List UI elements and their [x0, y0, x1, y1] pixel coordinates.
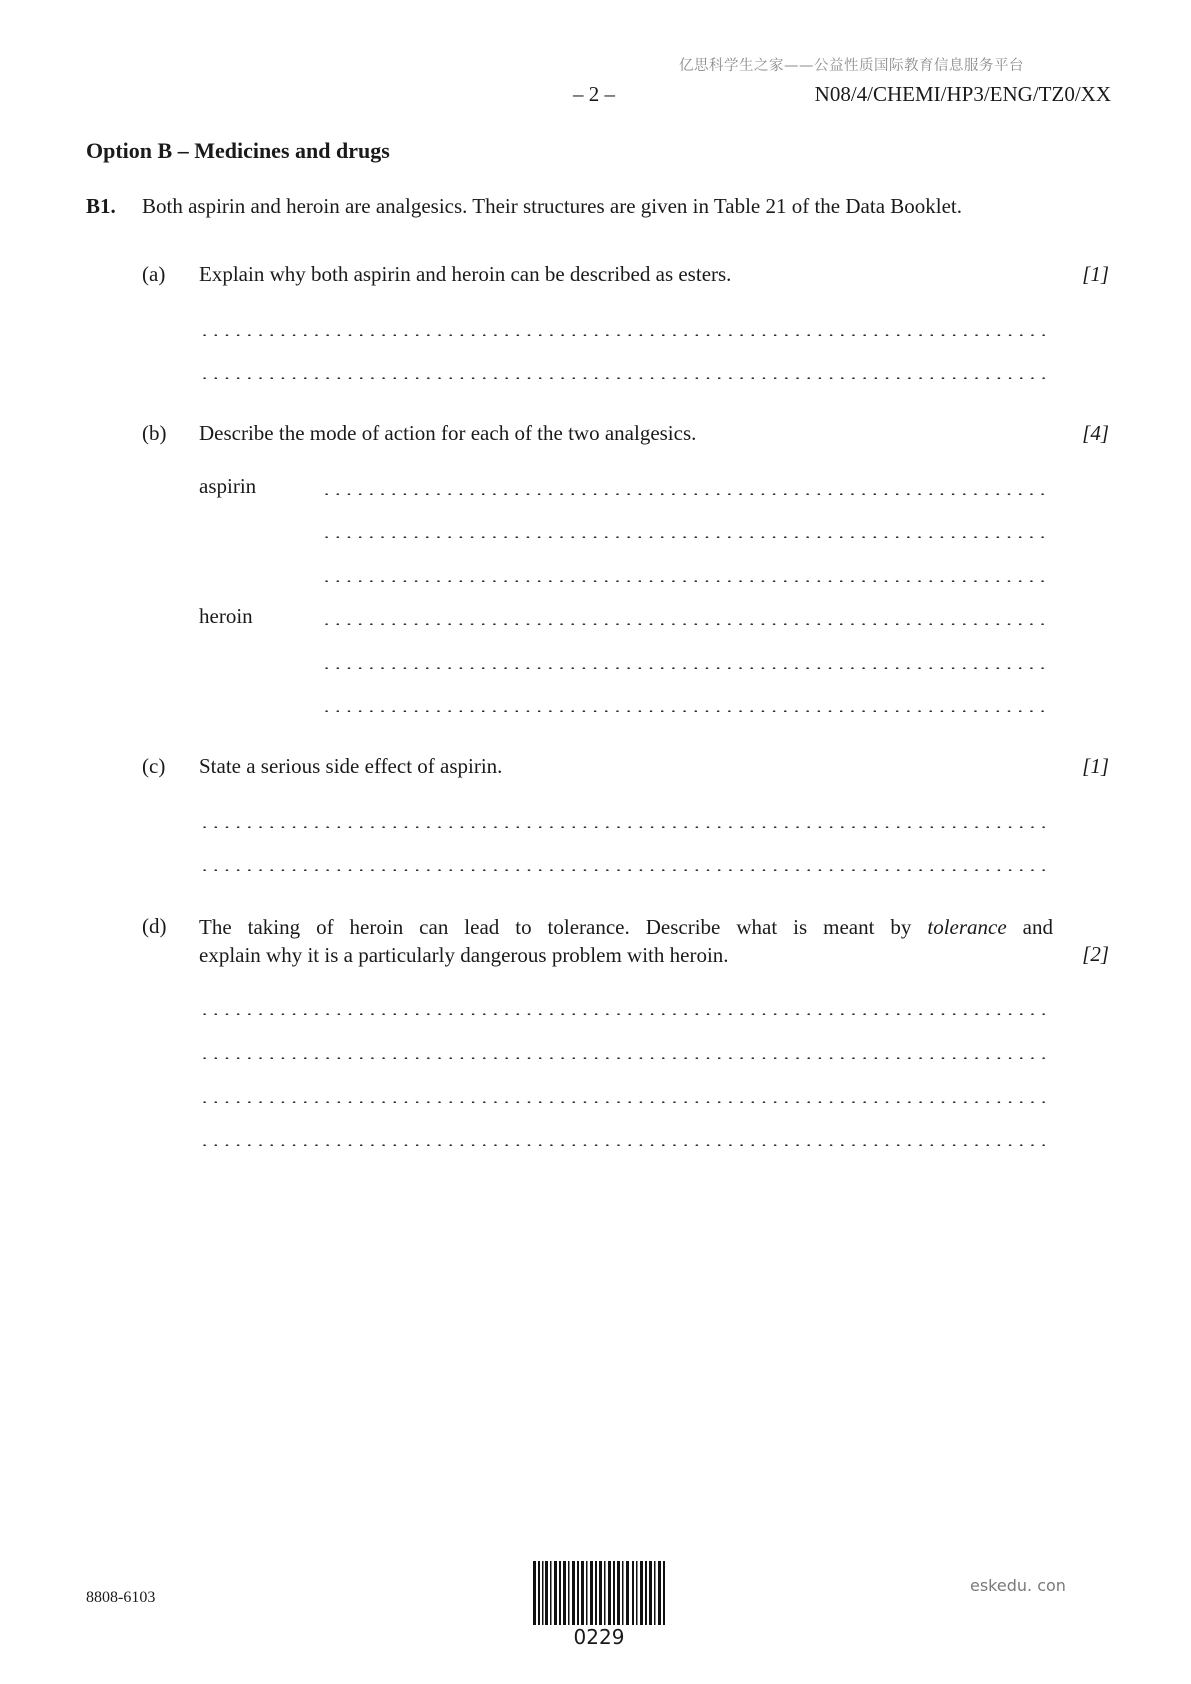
barcode-icon — [533, 1561, 665, 1625]
paper-code: N08/4/CHEMI/HP3/ENG/TZ0/XX — [814, 82, 1111, 106]
answer-line[interactable] — [199, 869, 1049, 871]
part-c-marks: [1] — [1082, 754, 1109, 778]
part-b-text: Describe the mode of action for each of the two analgesics. — [199, 421, 697, 445]
answer-line[interactable] — [321, 493, 1049, 495]
question-number: B1. — [86, 194, 116, 218]
answer-line[interactable] — [199, 377, 1049, 379]
heroin-label: heroin — [199, 604, 253, 628]
section-title: Option B – Medicines and drugs — [86, 138, 390, 163]
question-text: Both aspirin and heroin are analgesics. Their structures are given in Table 21 of the Data Booklet. — [142, 194, 963, 218]
answer-line[interactable] — [321, 580, 1049, 582]
part-b-marks: [4] — [1082, 421, 1109, 445]
part-a-text: Explain why both aspirin and heroin can be described as esters. — [199, 262, 732, 286]
barcode-number: 0229 — [573, 1625, 625, 1649]
answer-line[interactable] — [321, 536, 1049, 538]
footer-code: 8808-6103 — [86, 1589, 156, 1606]
answer-line[interactable] — [199, 1013, 1049, 1015]
watermark-text: 亿思科学生之家——公益性质国际教育信息服务平台 — [679, 58, 1024, 74]
answer-line[interactable] — [321, 710, 1049, 712]
part-d-text-line1: The taking of heroin can lead to tolerance. Describe what is meant by tolerance and — [199, 915, 1053, 939]
part-a-marks: [1] — [1082, 262, 1109, 286]
part-d-marks: [2] — [1082, 942, 1109, 966]
part-c-label: (c) — [142, 754, 166, 778]
part-d-text-line2: explain why it is a particularly dangerous problem with heroin. — [199, 943, 729, 967]
answer-line[interactable] — [199, 1057, 1049, 1059]
page-number: – 2 – — [573, 82, 615, 106]
part-d-label: (d) — [142, 914, 167, 938]
answer-line[interactable] — [321, 667, 1049, 669]
site-watermark: eskedu. con — [970, 1576, 1066, 1595]
answer-line[interactable] — [199, 1144, 1049, 1146]
aspirin-label: aspirin — [199, 474, 257, 498]
answer-line[interactable] — [199, 334, 1049, 336]
answer-line[interactable] — [199, 1101, 1049, 1103]
part-c-text: State a serious side effect of aspirin. — [199, 754, 503, 778]
part-b-label: (b) — [142, 421, 167, 445]
answer-line[interactable] — [321, 623, 1049, 625]
part-a-label: (a) — [142, 262, 166, 286]
answer-line[interactable] — [199, 826, 1049, 828]
